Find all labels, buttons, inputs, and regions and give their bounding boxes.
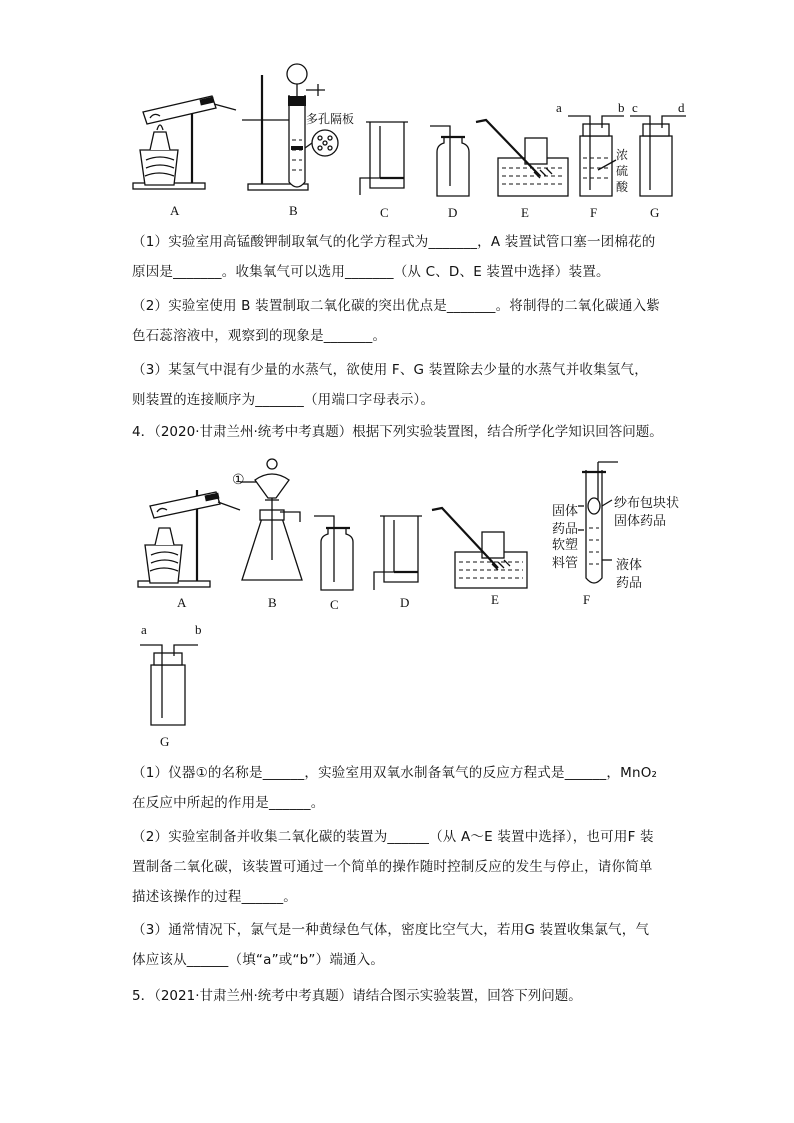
text-line: 描述该操作的过程______。	[132, 889, 297, 905]
fig2-liquid-label-1: 液体	[616, 558, 643, 573]
conc-acid-char-1: 浓	[616, 148, 629, 162]
text-line: 原因是_______。收集氧气可以选用_______（从 C、D、E 装置中选择）装置。	[132, 264, 610, 280]
fig2-label-g: G	[160, 734, 170, 749]
q5-heading: 5．（2021·甘肃兰州·统考中考真题）请结合图示实验装置，回答下列问题。	[132, 988, 582, 1004]
apparatus-c-2	[314, 516, 353, 590]
text-line: （1）实验室用高锰酸钾制取氧气的化学方程式为_______，A 装置试管口塞一团棉花的	[132, 234, 656, 250]
figure-2-apparatus	[0, 450, 794, 750]
fig1-port-a: a	[556, 100, 562, 115]
text-line: 色石蕊溶液中，观察到的现象是_______。	[132, 328, 387, 344]
fig2-tube-label-1: 软塑	[552, 538, 579, 553]
figure-1-apparatus	[0, 0, 794, 225]
fig2-label-f: F	[583, 592, 591, 607]
q4-part-2	[132, 822, 672, 912]
fig2-tube-label-2: 料管	[552, 556, 579, 571]
conc-acid-char-3: 酸	[616, 180, 629, 194]
apparatus-a-2	[138, 490, 240, 587]
fig2-port-a: a	[141, 622, 147, 637]
fig1-label-g: G	[650, 205, 660, 220]
fig2-gauze-label-2: 固体药品	[614, 514, 667, 529]
apparatus-g-1	[630, 116, 686, 196]
fig2-marker-1: ①	[232, 473, 245, 488]
apparatus-d-1	[430, 126, 469, 196]
fig1-label-d: D	[448, 205, 458, 220]
fig1-label-c: C	[380, 205, 389, 220]
fig1-port-b: b	[618, 100, 625, 115]
q3-part-3	[132, 355, 672, 415]
q3-part-2	[132, 291, 672, 351]
fig1-label-a: A	[170, 203, 180, 218]
fig2-label-d: D	[400, 595, 410, 610]
fig2-label-b: B	[268, 595, 277, 610]
fig2-label-e: E	[491, 592, 499, 607]
apparatus-e-1	[476, 120, 568, 196]
text-line: 体应该从______（填“a”或“b”）端通入。	[132, 952, 385, 968]
q4-part-1	[132, 758, 672, 818]
conc-acid-char-2: 硫	[616, 164, 629, 178]
fig1-port-d: d	[678, 100, 685, 115]
fig2-port-b: b	[195, 622, 202, 637]
fig1-label-b: B	[289, 203, 298, 218]
figure-1-drawing	[0, 0, 794, 225]
fig2-solid-label-1: 固体	[552, 504, 579, 519]
fig2-solid-label-2: 药品	[552, 522, 579, 537]
fig2-liquid-label-2: 药品	[616, 576, 643, 591]
fig2-gauze-label-1: 纱布包块状	[614, 496, 680, 511]
text-line: 则装置的连接顺序为_______（用端口字母表示）。	[132, 392, 435, 408]
text-line: 置制备二氧化碳，该装置可通过一个简单的操作随时控制反应的发生与停止，请你简单	[132, 859, 653, 875]
apparatus-c-1	[360, 122, 408, 195]
text-line: （1）仪器①的名称是______，实验室用双氧水制备氧气的反应方程式是______，MnO₂	[132, 765, 658, 781]
q4-heading: 4．（2020·甘肃兰州·统考中考真题）根据下列实验装置图，结合所学化学知识回答问题。	[132, 424, 663, 440]
apparatus-d-2	[374, 516, 422, 590]
q4-part-3	[132, 915, 672, 975]
text-line: （3）某氢气中混有少量的水蒸气，欲使用 F、G 装置除去少量的水蒸气并收集氢气，	[132, 362, 648, 378]
fig1-label-e: E	[521, 205, 529, 220]
text-line: （2）实验室使用 B 装置制取二氧化碳的突出优点是_______。将制得的二氧化碳通入紫	[132, 298, 660, 314]
porous-plate-label: 多孔隔板	[306, 112, 355, 126]
fig2-label-c: C	[330, 597, 339, 612]
text-line: （2）实验室制备并收集二氧化碳的装置为______（从 A～E 装置中选择），也可用F 装	[132, 829, 654, 845]
text-line: （3）通常情况下，氯气是一种黄绿色气体，密度比空气大，若用G 装置收集氯气，气	[132, 922, 650, 938]
apparatus-b-2	[240, 459, 302, 580]
apparatus-f-2	[578, 462, 618, 583]
apparatus-g-2	[140, 645, 198, 725]
apparatus-b-1	[242, 64, 338, 190]
text-line: 在反应中所起的作用是______。	[132, 795, 325, 811]
q3-part-1	[132, 227, 672, 287]
fig2-label-a: A	[177, 595, 187, 610]
fig1-label-f: F	[590, 205, 598, 220]
apparatus-a-1	[133, 96, 236, 189]
fig1-port-c: c	[632, 100, 638, 115]
apparatus-e-2	[432, 508, 527, 588]
